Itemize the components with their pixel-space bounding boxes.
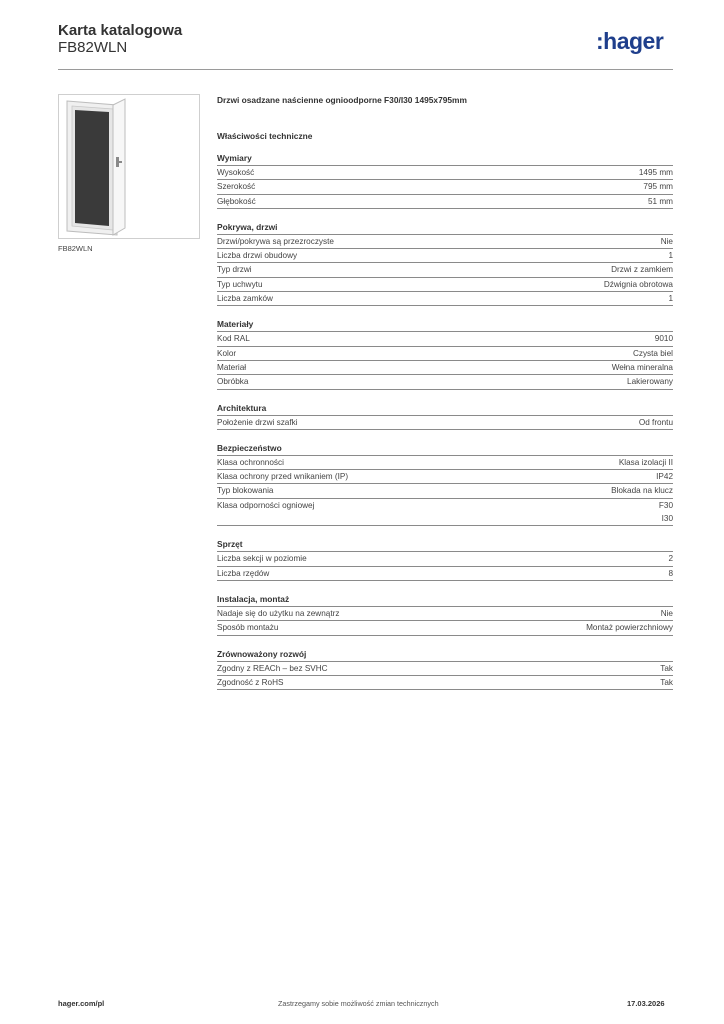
spec-value <box>660 662 673 675</box>
spec-section <box>217 648 673 691</box>
header-divider <box>58 69 673 70</box>
spec-label: Obróbka <box>217 377 249 387</box>
spec-section <box>217 593 673 636</box>
spec-value <box>668 567 673 580</box>
spec-value-line: 1 <box>668 251 673 261</box>
spec-value <box>639 166 673 179</box>
spec-value-line: Blokada na klucz <box>611 486 673 496</box>
spec-value-line: 8 <box>668 568 673 578</box>
spec-section <box>217 402 673 430</box>
spec-row <box>217 662 673 676</box>
spec-section <box>217 152 673 209</box>
spec-row <box>217 567 673 581</box>
spec-label: Głębokość <box>217 196 256 206</box>
spec-label: Klasa odporności ogniowej <box>217 500 315 510</box>
spec-row <box>217 195 673 209</box>
section-title: Instalacja, montaż <box>217 593 673 607</box>
spec-label: Klasa ochrony przed wnikaniem (IP) <box>217 472 349 482</box>
spec-row <box>217 456 673 470</box>
spec-value <box>655 332 673 345</box>
spec-label: Kod RAL <box>217 334 250 344</box>
spec-value <box>604 278 673 291</box>
spec-row <box>217 180 673 194</box>
spec-value <box>619 456 673 469</box>
spec-row <box>217 676 673 690</box>
spec-label: Liczba rzędów <box>217 568 270 578</box>
spec-value <box>661 607 673 620</box>
spec-label: Typ drzwi <box>217 265 252 275</box>
hager-logo: :hager <box>596 28 664 54</box>
spec-value <box>668 292 673 305</box>
spec-label: Sposób montażu <box>217 623 279 633</box>
technical-properties-title: Właściwości techniczne <box>217 131 313 141</box>
spec-value-line: 1495 mm <box>638 168 673 177</box>
spec-content <box>217 94 673 690</box>
spec-value-line: Od frontu <box>638 417 673 427</box>
spec-row <box>217 292 673 306</box>
spec-value-line: Wełna mineralna <box>611 362 673 372</box>
spec-value-line: F30 <box>658 500 673 510</box>
spec-row <box>217 347 673 361</box>
spec-value-line: Czysta biel <box>632 348 673 358</box>
section-title: Architektura <box>217 402 673 416</box>
spec-value <box>648 195 673 208</box>
spec-label: Nadaje się do użytku na zewnątrz <box>217 608 340 618</box>
spec-value <box>627 375 673 388</box>
spec-label: Liczba zamków <box>217 294 273 304</box>
spec-value-line: Montaż powierzchniowy <box>586 623 673 633</box>
spec-value-line: IP42 <box>656 472 673 482</box>
spec-value <box>660 676 673 689</box>
spec-row <box>217 263 673 277</box>
spec-value-line: Drzwi z zamkiem <box>611 265 673 275</box>
document-title: Karta katalogowa <box>58 22 183 39</box>
spec-section <box>217 318 673 389</box>
spec-label: Kolor <box>217 348 237 358</box>
footer-website: hager.com/pl <box>58 999 105 1008</box>
spec-row <box>217 552 673 566</box>
spec-value <box>668 249 673 262</box>
spec-sections <box>217 152 673 690</box>
spec-value <box>639 416 673 429</box>
spec-value-line: Lakierowany <box>627 377 673 387</box>
spec-label: Typ uchwytu <box>217 279 263 289</box>
spec-value-line: 51 mm <box>647 196 673 206</box>
spec-section <box>217 221 673 306</box>
spec-value-line: Tak <box>660 677 673 687</box>
spec-row <box>217 470 673 484</box>
product-description: Drzwi osadzane naścienne ognioodporne F30/I30 1495x795mm <box>217 95 467 105</box>
footer-disclaimer: Zastrzegamy sobie możliwość zmian technicznych <box>278 999 439 1008</box>
spec-row <box>217 621 673 635</box>
spec-value <box>633 347 673 360</box>
spec-value <box>611 484 673 497</box>
section-title: Materiały <box>217 318 673 332</box>
spec-label: Wysokość <box>217 168 255 177</box>
section-title: Sprzęt <box>217 538 673 552</box>
spec-label: Zgodność z RoHS <box>217 677 284 687</box>
spec-value <box>659 499 673 526</box>
spec-row <box>217 332 673 346</box>
image-caption: FB82WLN <box>58 244 93 253</box>
spec-value <box>656 470 673 483</box>
section-title: Pokrywa, drzwi <box>217 221 673 235</box>
spec-value-line: Dźwignia obrotowa <box>603 279 673 289</box>
door-panel-image <box>58 94 200 239</box>
spec-value <box>611 263 673 276</box>
spec-row <box>217 484 673 498</box>
spec-label: Typ blokowania <box>217 486 274 496</box>
spec-value <box>643 180 673 193</box>
spec-value-line: 795 mm <box>643 182 673 192</box>
spec-value <box>586 621 673 634</box>
spec-label: Drzwi/pokrywa są przezroczyste <box>217 236 334 246</box>
spec-row <box>217 249 673 263</box>
spec-row <box>217 607 673 621</box>
spec-row <box>217 278 673 292</box>
spec-label: Materiał <box>217 362 247 372</box>
spec-value-line: 9010 <box>654 334 673 344</box>
spec-label: Liczba drzwi obudowy <box>217 251 298 261</box>
spec-row <box>217 416 673 430</box>
spec-row <box>217 166 673 180</box>
spec-label: Zgodny z REACh – bez SVHC <box>217 663 328 673</box>
spec-row <box>217 375 673 389</box>
product-code: FB82WLN <box>58 39 128 56</box>
spec-label: Klasa ochronności <box>217 457 284 467</box>
section-title: Wymiary <box>217 152 673 166</box>
spec-value-line: Nie <box>660 608 673 618</box>
spec-label: Liczba sekcji w poziomie <box>217 554 307 564</box>
spec-value <box>661 235 673 248</box>
spec-value-line: 1 <box>668 294 673 304</box>
spec-label: Położenie drzwi szafki <box>217 417 298 427</box>
spec-row <box>217 361 673 375</box>
spec-value-line: I30 <box>661 514 673 524</box>
spec-section <box>217 442 673 526</box>
spec-section <box>217 538 673 581</box>
spec-value-line: Klasa izolacji II <box>618 457 673 467</box>
spec-label: Szerokość <box>217 182 256 192</box>
spec-value <box>612 361 673 374</box>
spec-value-line: Tak <box>660 663 673 673</box>
spec-value-line: 2 <box>668 554 673 564</box>
section-title: Zrównoważony rozwój <box>217 648 673 662</box>
spec-value-line: Nie <box>660 236 673 246</box>
footer-date: 17.03.2026 <box>627 999 665 1008</box>
spec-row <box>217 235 673 249</box>
section-title: Bezpieczeństwo <box>217 442 673 456</box>
spec-row <box>217 499 673 527</box>
spec-value <box>668 552 673 565</box>
